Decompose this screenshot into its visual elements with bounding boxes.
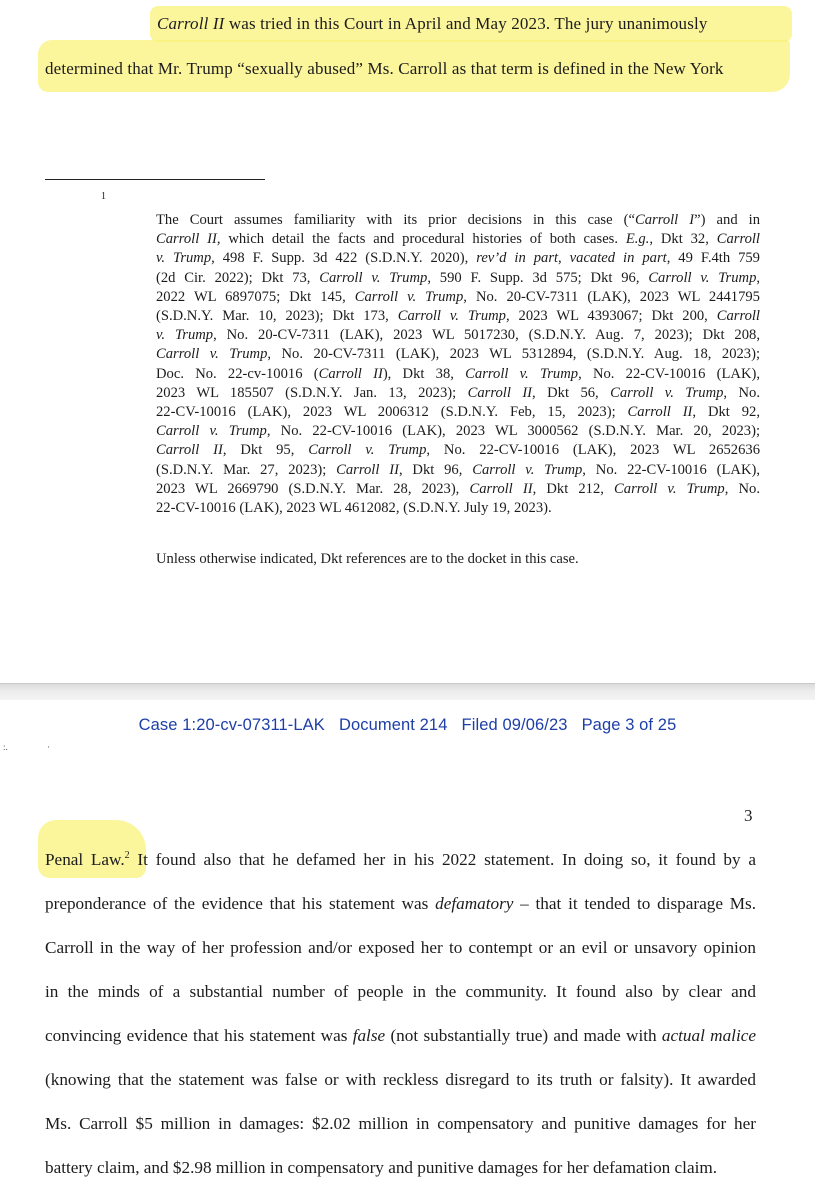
- body-text-line: Penal Law.$^2$ It found also that he defamed her in his 2022 statement. In doing so, it found by a: [45, 850, 756, 869]
- header-filed: Filed 09/06/23: [461, 716, 568, 734]
- footnote-line: Carroll II, Dkt 95, Carroll v. Trump, No. 22-CV-10016 (LAK), 2023 WL 2652636: [156, 442, 760, 459]
- footnote-line: Carroll v. Trump, No. 20-CV-7311 (LAK), 2023 WL 5312894, (S.D.N.Y. Aug. 18, 2023);: [156, 346, 761, 363]
- header-case: Case 1:20-cv-07311-LAK: [138, 716, 325, 734]
- body-text-line: [157, 13, 708, 35]
- footnote-line: Carroll II, which detail the facts and procedural histories of both cases. E.g., Dkt 32, Carroll: [156, 231, 760, 248]
- body-text: was tried in this Court in April and May 2023. The jury unanimously: [228, 14, 708, 33]
- footnote-line: (S.D.N.Y. Mar. 27, 2023); Carroll II, Dkt 96, Carroll v. Trump, No. 22-CV-10016 (LAK),: [156, 461, 761, 478]
- footnote-separator: [45, 179, 265, 180]
- footnote-line: 2022 WL 6897075; Dkt 145, Carroll v. Trump, No. 20-CV-7311 (LAK), 2023 WL 2441795: [156, 288, 760, 305]
- header-page: Page 3 of 25: [581, 716, 677, 734]
- page-separator: [0, 683, 815, 701]
- footnote-note: Unless otherwise indicated, Dkt references are to the docket in this case.: [156, 551, 579, 567]
- footnote-line: 2023 WL 185507 (S.D.N.Y. Jan. 13, 2023); Carroll II, Dkt 56, Carroll v. Trump, No.: [156, 384, 760, 401]
- header-document: Document 214: [338, 716, 448, 734]
- body-text-line: battery claim, and $2.98 million in compensatory and punitive damages for her defamation claim.: [45, 1158, 718, 1177]
- body-text-line: determined that Mr. Trump “sexually abused” Ms. Carroll as that term is defined in the New York: [45, 59, 724, 78]
- footnote-line: (2d Cir. 2022); Dkt 73, Carroll v. Trump, 590 F. Supp. 3d 575; Dkt 96, Carroll v. Trump,: [156, 269, 761, 286]
- page-number: 3: [744, 806, 753, 825]
- body-text-line: Ms. Carroll $5 million in damages: $2.02 million in compensatory and punitive damages for her: [45, 1114, 756, 1133]
- body-text-line: in the minds of a substantial number of people in the community. It found also by clear and: [45, 982, 756, 1001]
- body-text-line: (knowing that the statement was false or with reckless disregard to its truth or falsity). It awarded: [45, 1070, 756, 1089]
- body-text-line: Carroll in the way of her profession and/or exposed her to contempt or an evil or unsavory opinion: [45, 938, 756, 957]
- footnote-line: 22-CV-10016 (LAK), 2023 WL 2006312 (S.D.N.Y. Feb, 15, 2023); Carroll II, Dkt 92,: [156, 404, 761, 421]
- scan-mark: :.: [3, 742, 8, 752]
- footnote-text: [156, 211, 760, 518]
- case-name-italic: Carroll II: [157, 14, 225, 33]
- footnote-number: 1: [101, 191, 106, 202]
- footnote-line: Doc. No. 22-cv-10016 (Carroll II), Dkt 38, Carroll v. Trump, No. 22-CV-10016 (LAK),: [156, 365, 761, 382]
- scan-mark: ·: [47, 742, 50, 752]
- body-text-line: convincing evidence that his statement was false (not substantially true) and made with actual malice: [45, 1026, 756, 1045]
- footnote-line: Carroll v. Trump, No. 22-CV-10016 (LAK), 2023 WL 3000562 (S.D.N.Y. Mar. 20, 2023);: [156, 423, 760, 440]
- footnote-line: v. Trump, No. 20-CV-7311 (LAK), 2023 WL 5017230, (S.D.N.Y. Aug. 7, 2023); Dkt 208,: [156, 327, 760, 344]
- footnote-line: 22-CV-10016 (LAK), 2023 WL 4612082, (S.D.N.Y. July 19, 2023).: [156, 500, 552, 517]
- footnote-line: (S.D.N.Y. Mar. 10, 2023); Dkt 173, Carroll v. Trump, 2023 WL 4393067; Dkt 200, Carroll: [156, 308, 760, 325]
- body-text-line: preponderance of the evidence that his statement was defamatory – that it tended to disparage Ms.: [45, 894, 756, 913]
- ecf-header: [0, 716, 815, 735]
- footnote-line: 2023 WL 2669790 (S.D.N.Y. Mar. 28, 2023), Carroll II, Dkt 212, Carroll v. Trump, No.: [156, 480, 760, 497]
- footnote-line: v. Trump, 498 F. Supp. 3d 422 (S.D.N.Y. 2020), rev’d in part, vacated in part, 49 F.4th 759: [156, 250, 760, 267]
- footnote-line: The Court assumes familiarity with its prior decisions in this case (“Carroll I”) and in: [156, 212, 761, 228]
